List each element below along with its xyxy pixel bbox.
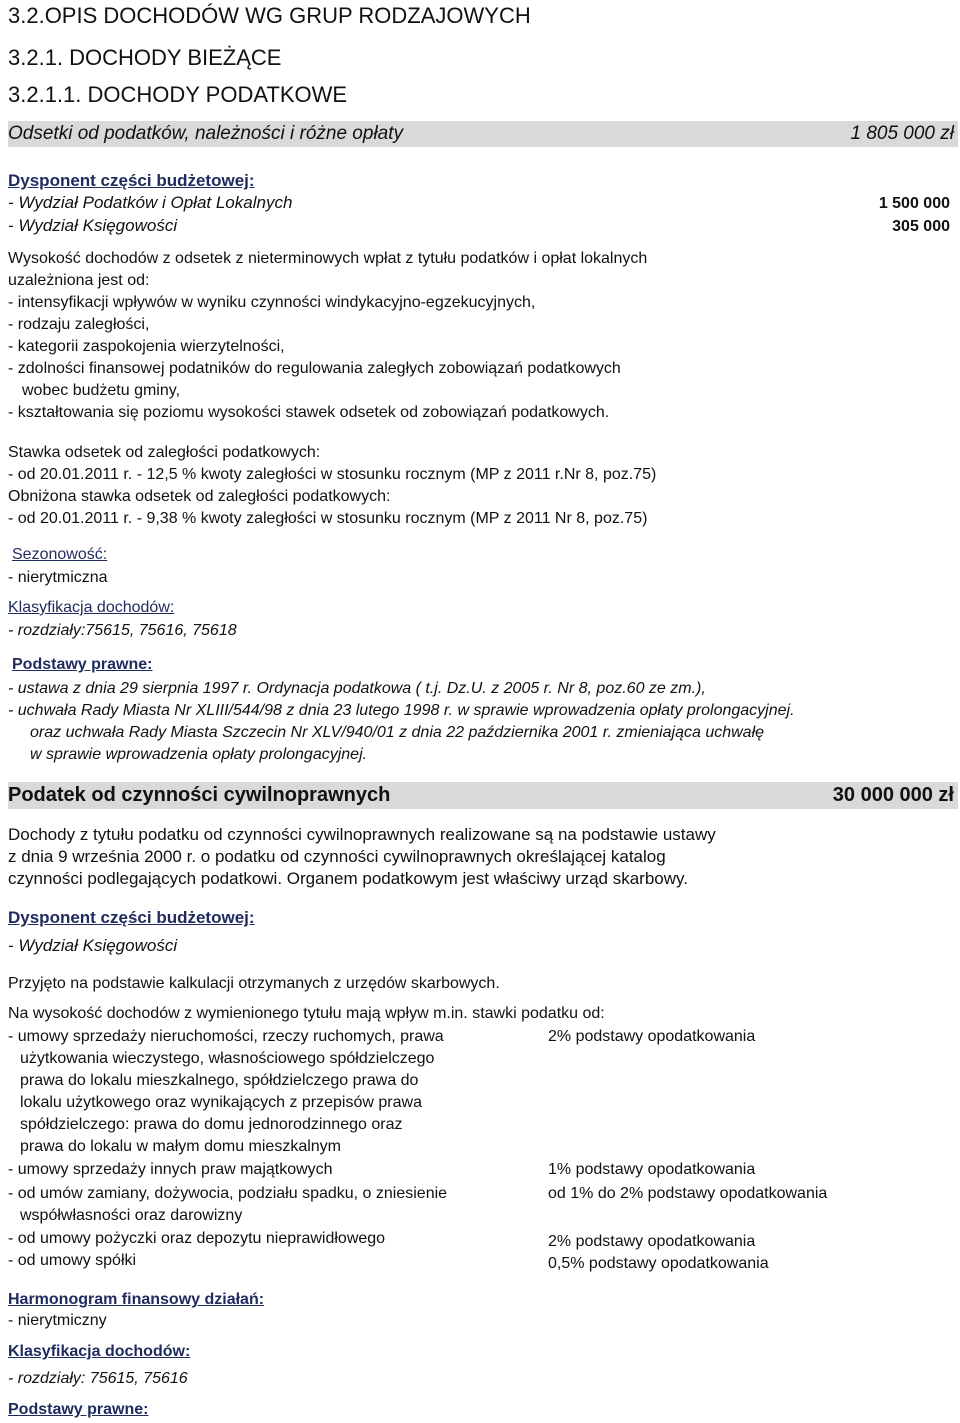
rate-value: od 1% do 2% podstawy opodatkowania <box>548 1185 828 1202</box>
sezonowosc-label: Sezonowość: <box>12 546 108 563</box>
stawka-block <box>8 442 656 530</box>
rates-block <box>8 1026 447 1272</box>
sezonowosc-value: - nierytmiczna <box>8 569 108 586</box>
section1-title: Odsetki od podatków, należności i różne opłaty <box>8 123 404 144</box>
dysponent-item: - Wydział Księgowości <box>8 216 178 235</box>
paragraph-line: - rodzaju zaległości, <box>8 316 150 333</box>
rate-item-desc: użytkowania wieczystego, własnościowego spółdzielczego <box>20 1050 435 1067</box>
harmonogram-label: Harmonogram finansowy działań: <box>8 1291 265 1308</box>
podstawy-line: oraz uchwała Rady Miasta Szczecin Nr XLV/940/01 z dnia 22 października 2001 r. zmieniająca uchwałę <box>30 724 765 741</box>
rate-value: 1% podstawy opodatkowania <box>548 1161 756 1178</box>
paragraph-line: Dochody z tytułu podatku od czynności cywilnoprawnych realizowane są na podstawie ustawy <box>8 825 716 844</box>
klasyfikacja-label: Klasyfikacja dochodów: <box>8 1343 191 1360</box>
stawka-line: - od 20.01.2011 r. - 12,5 % kwoty zaległości w stosunku rocznym (MP z 2011 r.Nr 8, poz.75) <box>8 466 657 483</box>
dysponent-amount: 1 500 000 <box>878 195 950 212</box>
rate-item-desc: - od umów zamiany, dożywocia, podziału spadku, o zniesienie <box>8 1185 448 1202</box>
rate-item-desc: - od umowy spółki <box>8 1252 137 1269</box>
rate-item-desc: współwłasności oraz darowizny <box>20 1207 243 1224</box>
paragraph-line: - intensyfikacji wpływów w wyniku czynności windykacyjno-egzekucyjnych, <box>8 294 536 311</box>
rate-item-desc: lokalu użytkowego oraz wynikających z przepisów prawa <box>20 1094 422 1111</box>
stawka-line: Obniżona stawka odsetek od zaległości podatkowych: <box>8 488 391 505</box>
dysponent-value: - Wydział Księgowości <box>8 936 178 955</box>
klasyfikacja-value: - rozdziały: 75615, 75616 <box>8 1370 188 1387</box>
section2-amount: 30 000 000 zł <box>832 784 954 806</box>
rate-value: 2% podstawy opodatkowania <box>548 1233 756 1250</box>
paragraph-line: Wysokość dochodów z odsetek z nieterminowych wpłat z tytułu podatków i opłat lokalnych <box>8 250 648 267</box>
paragraph-line: - kształtowania się poziomu wysokości stawek odsetek od zobowiązań podatkowych. <box>8 404 610 421</box>
rate-item-desc: spółdzielczego: prawa do domu jednorodzinnego oraz <box>20 1116 403 1133</box>
dysponent-label: Dysponent części budżetowej: <box>8 171 255 190</box>
dysponent-label: Dysponent części budżetowej: <box>8 908 255 927</box>
dysponent-amount: 305 000 <box>892 218 950 235</box>
section2-paragraph <box>8 824 768 890</box>
rate-value: 0,5% podstawy opodatkowania <box>548 1255 769 1272</box>
klasyfikacja-label: Klasyfikacja dochodów: <box>8 599 175 616</box>
paragraph-line: z dnia 9 września 2000 r. o podatku od czynności cywilnoprawnych określającej katalog <box>8 847 666 866</box>
section2-title: Podatek od czynności cywilnoprawnych <box>8 784 391 806</box>
dysponent-item: - Wydział Podatków i Opłat Lokalnych <box>8 193 293 212</box>
section1-paragraph <box>8 248 647 424</box>
klasyfikacja-value: - rozdziały:75615, 75616, 75618 <box>8 622 237 639</box>
podstawy-list <box>8 678 795 766</box>
podstawy-line: - ustawa z dnia 29 sierpnia 1997 r. Ordynacja podatkowa ( t.j. Dz.U. z 2005 r. Nr 8, poz.60 ze zm.), <box>8 680 706 697</box>
przyjeto-text: Przyjęto na podstawie kalkulacji otrzymanych z urzędów skarbowych. <box>8 975 500 992</box>
heading-section: 3.2.OPIS DOCHODÓW WG GRUP RODZAJOWYCH <box>8 3 531 28</box>
paragraph-line: czynności podlegających podatkowi. Organem podatkowym jest właściwy urząd skarbowy. <box>8 869 688 888</box>
podstawy-label: Podstawy prawne: <box>8 1401 149 1418</box>
rate-item-desc: prawa do lokalu w małym domu mieszkalnym <box>20 1138 341 1155</box>
podstawy-label: Podstawy prawne: <box>12 656 153 673</box>
rate-item-desc: - umowy sprzedaży innych praw majątkowych <box>8 1161 333 1178</box>
heading-subsection: 3.2.1. DOCHODY BIEŻĄCE <box>8 45 282 70</box>
harmonogram-value: - nierytmiczny <box>8 1312 107 1329</box>
podstawy-line: w sprawie wprowadzenia opłaty prolongacyjnej. <box>30 746 368 763</box>
podstawy-line: - uchwała Rady Miasta Nr XLIII/544/98 z dnia 23 lutego 1998 r. w sprawie wprowadzenia opłaty prolongacyjnej. <box>8 702 795 719</box>
rate-item-desc: - od umowy pożyczki oraz depozytu nieprawidłowego <box>8 1230 386 1247</box>
paragraph-line: - zdolności finansowej podatników do regulowania zaległych zobowiązań podatkowych <box>8 360 621 377</box>
paragraph-line: wobec budżetu gminy, <box>22 382 181 399</box>
heading-subsubsection: 3.2.1.1. DOCHODY PODATKOWE <box>8 82 348 107</box>
stawka-line: Stawka odsetek od zaległości podatkowych: <box>8 444 321 461</box>
section1-amount: 1 805 000 zł <box>850 123 954 144</box>
stawka-line: - od 20.01.2011 r. - 9,38 % kwoty zaległości w stosunku rocznym (MP z 2011 Nr 8, poz.75) <box>8 510 648 527</box>
rate-item-desc: prawa do lokalu mieszkalnego, spółdzielczego prawa do <box>20 1072 419 1089</box>
wplyw-intro: Na wysokość dochodów z wymienionego tytułu mają wpływ m.in. stawki podatku od: <box>8 1005 605 1022</box>
rate-item-desc: - umowy sprzedaży nieruchomości, rzeczy ruchomych, prawa <box>8 1028 444 1045</box>
rate-value: 2% podstawy opodatkowania <box>548 1028 756 1045</box>
paragraph-line: uzależniona jest od: <box>8 272 150 289</box>
paragraph-line: - kategorii zaspokojenia wierzytelności, <box>8 338 285 355</box>
